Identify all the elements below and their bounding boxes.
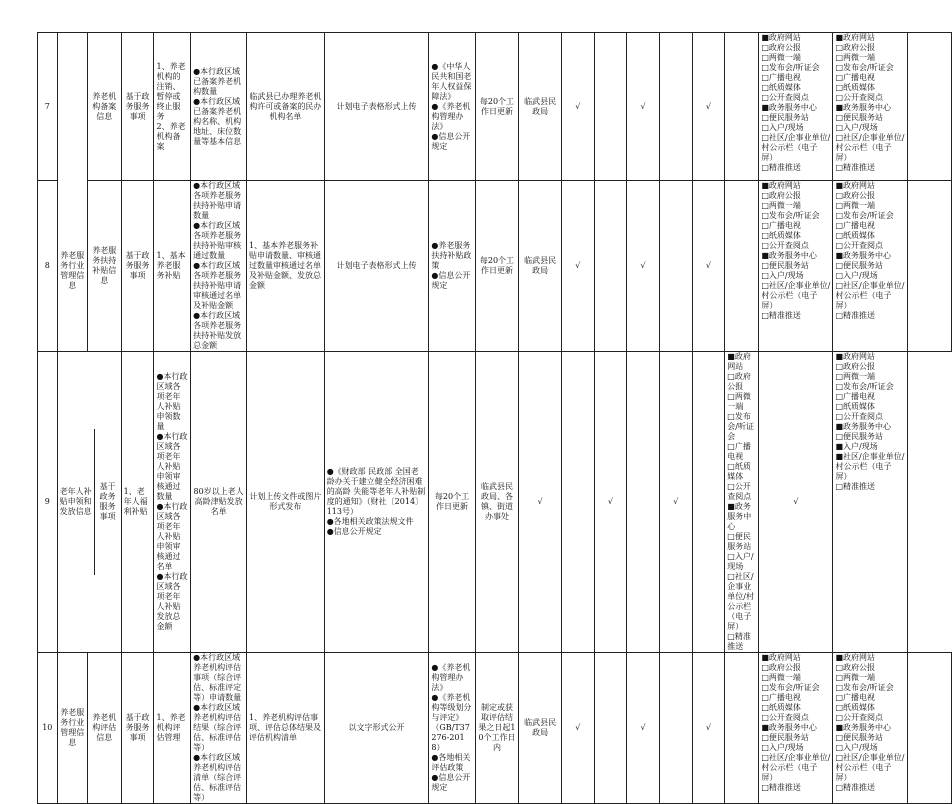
law: ●养老服务扶持补贴政策 ●信息公开规定 [429,181,475,352]
channels-a: ■政府网站 □政府公报 □两微一端 □发布会/听证会 □广播电视 □纸质媒体 □公开查阅点 ■政务服务中心 □便民服务站 □入户/现场 □社区/企事业单位/村公示栏（电子屏） □精准推送 [759,653,833,804]
sub-item: 1、养老机构的注销、暂停或终止服务 2、养老机构备案 [154,33,191,181]
mark: √ [594,352,627,653]
scope: 1、养老机构评估事项、评估总体结果及评估机构清单 [247,653,325,804]
category-cell: 养老服务行业管理信息 [57,653,87,804]
mark: √ [627,181,660,352]
row-number: 10 [38,653,58,804]
item-name: 养老服务扶持补贴信息 [87,181,121,352]
frequency: 每20个工作日更新 [475,33,519,181]
channels-a: ■政府网站 □政府公报 □两微一端 □发布会/听证会 □广播电视 □纸质媒体 □公开查阅点 ■政务服务中心 □便民服务站 □入户/现场 □社区/企事业单位/村公示栏（电子屏） □精准推送 [725,352,759,653]
table-row [38,352,952,653]
table-row [38,33,952,181]
department: 临武县民政局 [519,33,562,181]
mark [725,33,759,181]
table-row [38,653,952,804]
channels-b: ■政府网站 □政府公报 □两微一端 □发布会/听证会 □广播电视 □纸质媒体 □公开查阅点 ■政务服务中心 □便民服务站 □入户/现场 □社区/企事业单位/村公示栏（电子屏） □精准推送 [833,181,907,352]
form: 以文字形式公开 [324,653,429,804]
mark [659,653,692,804]
mark [725,181,759,352]
mark [907,181,951,352]
item-name: 老年人补贴申领和发放信息 [58,429,95,575]
channels-a: ■政府网站 □政府公报 □两微一端 □发布会/听证会 □广播电视 □纸质媒体 □公开查阅点 ■政务服务中心 □便民服务站 □入户/现场 □社区/企事业单位/村公示栏（电子屏） □精准推送 [759,33,833,181]
department: 临武县民政局 [519,653,562,804]
disclosure-table [37,32,952,804]
content: ●本行政区域已备案养老机构数量 ●本行政区域已备案养老机构名称、机构地址、床位数量等基本信息 [191,33,247,181]
frequency: 制定或获取评估结果之日起10个工作日内 [475,653,519,804]
sub-item: 1、基本养老服务补贴 [154,181,191,352]
frequency: 每20个工作日更新 [475,181,519,352]
content: ●本行政区域各项老年人补贴申领数量 ●本行政区域各项老年人补贴申领审核通过数量 ●本行政区域各项老年人补贴申领审核通过名单 ●本行政区域各项老年人补贴发放总金额 [154,352,191,653]
mark: √ [561,653,594,804]
scope: 1、基本养老服务补贴申请数量、审核通过数量审核通过名单及补贴金额、发放总金额 [247,181,325,352]
mark [594,33,627,181]
channels-a: ■政府网站 □政府公报 □两微一端 □发布会/听证会 □广播电视 □纸质媒体 □公开查阅点 ■政务服务中心 □便民服务站 □入户/现场 □社区/企事业单位/村公示栏（电子屏） □精准推送 [759,181,833,352]
mark: √ [692,33,725,181]
row-number: 8 [38,181,58,352]
channels-b: ■政府网站 □政府公报 □两微一端 □发布会/听证会 □广播电视 □纸质媒体 □公开查阅点 ■政务服务中心 □便民服务站 □入户/现场 □社区/企事业单位/村公示栏（电子屏） □精准推送 [833,33,907,181]
frequency: 每20个工作日更新 [429,352,475,653]
category-cell: 养老服务行业管理信息 [57,33,87,352]
law: ●《养老机构管理办法》 ●《养老机构等级划分与评定》（GB/T37276-2018） ●各地相关评估政策 ●信息公开规定 [429,653,475,804]
law: ●《中华人民共和国老年人权益保障法》 ●《养老机构管理办法》 ●信息公开规定 [429,33,475,181]
content: ●本行政区域各项养老服务扶持补贴申请数量 ●本行政区域各项养老服务扶持补贴审核通过数量 ●本行政区域各项养老服务扶持补贴申请审核通过名单及补贴金额 ●本行政区域各项养老服务扶持补贴发放总金额 [191,181,247,352]
form: 计划电子表格形式上传 [324,181,429,352]
mark [594,181,627,352]
sub-item: 1、老年人福利补贴 [121,352,154,653]
channels-b: ■政府网站 □政府公报 □两微一端 □发布会/听证会 □广播电视 □纸质媒体 □公开查阅点 ■政务服务中心 □便民服务站 □入户/现场 □社区/企事业单位/村公示栏（电子屏） □精准推送 [833,653,907,804]
mark [692,352,725,653]
form: 计划上传文件或图片形式发布 [247,352,325,653]
mark: √ [561,181,594,352]
mark [659,181,692,352]
law: ●《财政部 民政部 全国老龄办关于建立健全经济困难的高龄 失能等老年人补贴制度的通知》（财社〔2014〕113号） ●各地相关政策法规文件 ●信息公开规定 [324,352,429,653]
mark: √ [692,653,725,804]
department: 临武县民政局 [519,181,562,352]
scope: 80岁以上老人高龄津贴发放名单 [191,352,247,653]
sub-item: 1、养老机构评估管理 [154,653,191,804]
mark [561,352,594,653]
basis: 基于政务服务事项 [121,181,154,352]
scope: 临武县已办理养老机构许可或备案的民办机构名单 [247,33,325,181]
mark [627,352,660,653]
row-number: 9 [38,352,58,653]
mark: √ [659,352,692,653]
mark [725,653,759,804]
row-number: 7 [38,33,58,181]
mark: √ [627,33,660,181]
basis: 基于政务服务事项 [121,33,154,181]
mark [907,653,951,804]
department: 临武县民政局、各镇、街道办事处 [475,352,519,653]
mark: √ [561,33,594,181]
table-row [38,181,952,352]
mark: √ [627,653,660,804]
mark: √ [519,352,562,653]
form: 计划电子表格形式上传 [324,33,429,181]
item-name: 养老机构评估信息 [87,653,121,804]
content: ●本行政区域养老机构评估事项（综合评估、标准评定等）申请数量 ●本行政区域养老机构评估结果（综合评估、标准评估等） ●本行政区域养老机构评估清单（综合评估、标准评估等） [191,653,247,804]
basis: 基于政务服务事项 [99,482,116,521]
merged-item-cell [57,352,121,653]
mark: √ [759,352,833,653]
item-name: 养老机构备案信息 [87,33,121,181]
mark [907,33,951,181]
mark [594,653,627,804]
channels-b: ■政府网站 □政府公报 □两微一端 □发布会/听证会 □广播电视 □纸质媒体 □公开查阅点 ■政务服务中心 □便民服务站 ■入户/现场 ■社区/企事业单位/村公示栏（电子屏） □精准推送 [833,352,907,653]
mark: √ [692,181,725,352]
mark [659,33,692,181]
basis: 基于政务服务事项 [121,653,154,804]
